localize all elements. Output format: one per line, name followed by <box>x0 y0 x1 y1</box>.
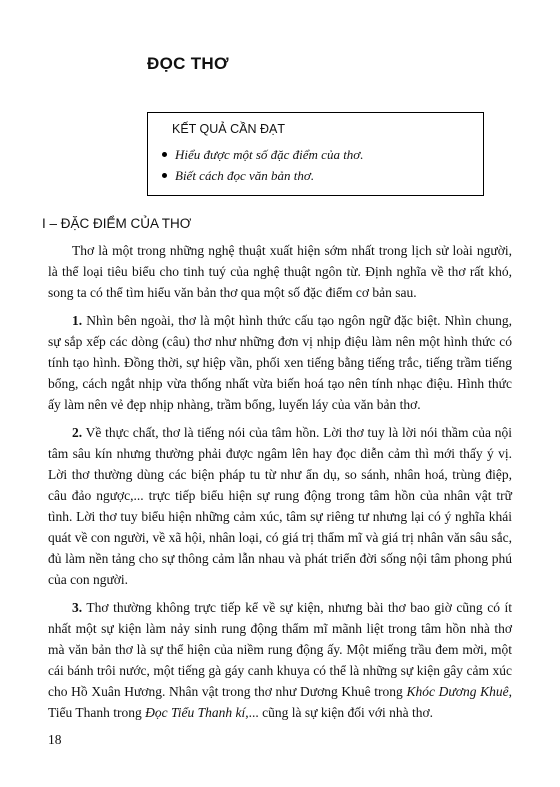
point-paragraph <box>48 597 512 723</box>
point-text: , Tiểu Thanh trong <box>48 684 512 720</box>
page-title: ĐỌC THƠ <box>147 54 229 73</box>
point-text: Thơ thường không trực tiếp kể về sự kiện, nhưng bài thơ bao giờ cũng có ít nhất một sự kiện làm nảy sinh rung động thẩm mĩ mãnh liệt trong tâm hồn nhà thơ mà văn bản thơ là sự thể hiện của niềm rung động ấy. Một miếng trầu đem mời, một cái bánh trôi nước, một tiếng gà gáy canh khuya có thể là những sự kiện gây cảm xúc cho Hồ Xuân Hương. Nhân vật trong thơ như Dương Khuê trong <box>48 600 512 699</box>
intro-paragraph: Thơ là một trong những nghệ thuật xuất hiện sớm nhất trong lịch sử loài người, là thể loại tiêu biểu cho tinh tuý của nghệ thuật ngôn từ. Định nghĩa về thơ rất khó, song ta có thể tìm hiểu văn bản thơ qua một số đặc điểm cơ bản sau. <box>48 243 512 300</box>
bullet-icon <box>162 152 167 157</box>
section-heading: I – ĐẶC ĐIỂM CỦA THƠ <box>42 216 192 231</box>
learning-outcomes-box <box>147 112 484 196</box>
work-title: Đọc Tiểu Thanh kí <box>145 705 246 720</box>
point-text: ,... cũng là sự kiện đối với nhà thơ. <box>245 705 433 720</box>
point-text: Nhìn bên ngoài, thơ là một hình thức cấu tạo ngôn ngữ đặc biệt. Nhìn chung, sự sắp xếp các dòng (câu) thơ như những đơn vị nhịp điệu làm nên một hình thức có tính tạo hình. Đồng thời, sự hiệp vần, phối xen tiếng bằng tiếng trắc, tiếng trầm tiếng bổng, cách ngắt nhịp vừa thống nhất vừa biến hoá tạo nên tính nhạc điệu. Hình thức ấy làm nên vẻ đẹp nhịp nhàng, trầm bổng, luyến láy của văn bản thơ. <box>48 313 512 412</box>
point-number: 1. <box>72 313 83 328</box>
outcomes-list <box>162 144 469 186</box>
point-text: Về thực chất, thơ là tiếng nói của tâm hồn. Lời thơ tuy là lời nói thầm của nội tâm sâu kín nhưng thường phải được ngâm lên hay đọc diễn cảm thì mới thấy ý vị. Lời thơ thường dùng các biện pháp tu từ như ẩn dụ, so sánh, nhân hoá, trùng điệp, câu đảo ngược,... trực tiếp biểu hiện sự rung động trong tâm hồn của nhân vật trữ tình. Lời thơ tuy biểu hiện những cảm xúc, tâm sự riêng tư nhưng lại có ý nghĩa khái quát về con người, về xã hội, nhân loại, có giá trị thẩm mĩ và giá trị nhân văn sâu sắc, đủ làm nền tảng cho sự thông cảm lẫn nhau và phát triển đời sống nội tâm phong phú của con người. <box>48 425 512 587</box>
section-body <box>48 240 512 730</box>
outcomes-heading: KẾT QUẢ CẦN ĐẠT <box>172 122 285 136</box>
work-title: Khóc Dương Khuê <box>406 684 509 699</box>
point-paragraph <box>48 422 512 590</box>
page-number: 18 <box>48 732 62 747</box>
outcome-item <box>162 144 469 165</box>
point-paragraph <box>48 310 512 415</box>
outcome-text: Biết cách đọc văn bản thơ. <box>175 168 315 183</box>
bullet-icon <box>162 173 167 178</box>
point-number: 2. <box>72 425 83 440</box>
outcome-text: Hiểu được một số đặc điểm của thơ. <box>175 147 364 162</box>
outcome-item <box>162 165 469 186</box>
point-number: 3. <box>72 600 83 615</box>
